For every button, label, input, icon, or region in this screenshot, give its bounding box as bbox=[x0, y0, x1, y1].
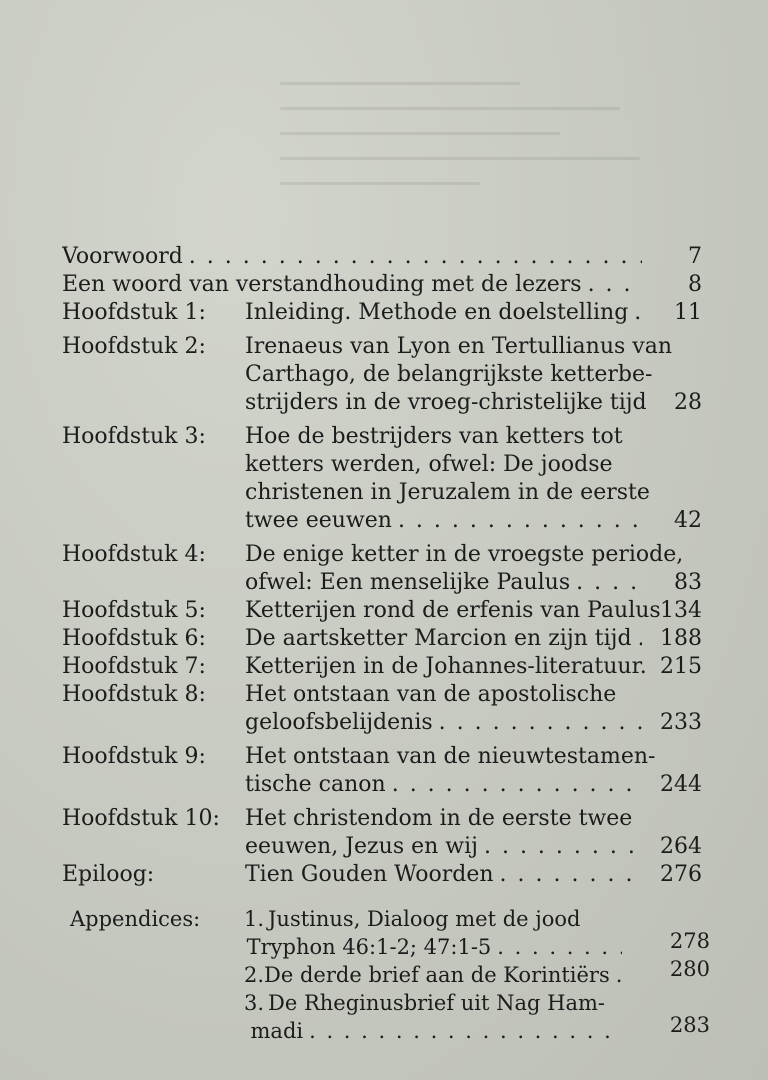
entry-title-line: madi bbox=[250, 1019, 304, 1043]
leader-dots bbox=[303, 1017, 622, 1045]
leader-dots bbox=[491, 933, 622, 961]
toc-entry-woord[interactable] bbox=[62, 271, 702, 299]
toc-entry-epiloog[interactable] bbox=[62, 861, 702, 889]
leader-dots bbox=[478, 833, 642, 861]
toc-entry-chapter-5[interactable] bbox=[62, 597, 702, 625]
toc-entry-chapter-7[interactable] bbox=[62, 653, 702, 681]
entry-title-line: Het ontstaan van de nieuwtestamen- bbox=[245, 744, 656, 769]
entry-label: Hoofdstuk 7: bbox=[62, 654, 206, 679]
entry-title-line: De Rheginusbrief uit Nag Ham- bbox=[268, 991, 605, 1015]
leader-dots bbox=[433, 709, 642, 737]
leader-dots bbox=[570, 569, 642, 597]
entry-title-line: ofwel: Een menselijke Paulus bbox=[245, 570, 571, 595]
entry-title-line: twee eeuwen bbox=[245, 508, 392, 533]
entry-title-line: strijders in de vroeg-christelijke tijd bbox=[245, 390, 647, 415]
entry-label: Hoofdstuk 3: bbox=[62, 424, 206, 449]
page-number: 8 bbox=[688, 272, 702, 297]
entry-label: Hoofdstuk 6: bbox=[62, 626, 206, 651]
page-number: 278 bbox=[669, 929, 710, 953]
leader-dots bbox=[386, 771, 642, 799]
page-number: 280 bbox=[669, 957, 710, 981]
toc-entry-chapter-8[interactable] bbox=[62, 681, 702, 737]
page-number: 283 bbox=[669, 1013, 710, 1037]
entry-title-line: ketters werden, ofwel: De joodse bbox=[245, 452, 613, 477]
entry-label: Epiloog: bbox=[62, 862, 155, 887]
page-number: 276 bbox=[660, 862, 702, 887]
leader-dots bbox=[582, 271, 642, 299]
toc-entry-appendix-1[interactable] bbox=[244, 905, 710, 961]
entry-title-line: Carthago, de belangrijkste ketterbe- bbox=[245, 362, 653, 387]
entry-label: Hoofdstuk 2: bbox=[62, 334, 206, 359]
page-number: 42 bbox=[674, 508, 702, 533]
entry-title-line: Het christendom in de eerste twee bbox=[245, 806, 633, 831]
entry-title: Tien Gouden Woorden bbox=[245, 862, 494, 887]
page-number: 244 bbox=[660, 772, 702, 797]
appendix-number: 2. bbox=[244, 963, 265, 987]
entry-title-line: christenen in Jeruzalem in de eerste bbox=[245, 480, 650, 505]
chapter-list bbox=[62, 299, 702, 861]
toc-entry-chapter-1[interactable] bbox=[62, 299, 702, 327]
entry-title-line: Tryphon 46:1-2; 47:1-5 bbox=[246, 935, 492, 959]
entry-title-line: De aartsketter Marcion en zijn tijd bbox=[245, 626, 632, 651]
leader-dots bbox=[183, 243, 642, 271]
leader-dots bbox=[610, 961, 622, 989]
toc-entry-appendix-3[interactable] bbox=[244, 989, 710, 1045]
page-number: 134 bbox=[660, 598, 702, 623]
toc-entry-chapter-6[interactable] bbox=[62, 625, 702, 653]
entry-title: Een woord van verstandhouding met de lezers bbox=[62, 272, 582, 297]
entry-title-line: Hoe de bestrijders van ketters tot bbox=[245, 424, 623, 449]
page-number: 83 bbox=[674, 570, 702, 595]
entry-title-line: Justinus, Dialoog met de jood bbox=[268, 907, 581, 931]
entry-title-line: tische canon bbox=[245, 772, 386, 797]
toc-entry-voorwoord[interactable] bbox=[62, 243, 702, 271]
appendix-list bbox=[62, 905, 710, 1045]
entry-label: Hoofdstuk 5: bbox=[62, 598, 206, 623]
entry-label: Appendices: bbox=[70, 907, 201, 931]
toc-entry-chapter-4[interactable] bbox=[62, 541, 702, 597]
entry-label: Hoofdstuk 1: bbox=[62, 300, 206, 325]
entry-title-line: De derde brief aan de Korintiërs bbox=[264, 963, 610, 987]
entry-title-line: Ketterijen in de Johannes-literatuur. bbox=[245, 654, 647, 679]
toc-appendices bbox=[62, 905, 710, 1045]
leader-dots bbox=[632, 625, 642, 653]
entry-label: Hoofdstuk 9: bbox=[62, 744, 206, 769]
toc-entry-chapter-10[interactable] bbox=[62, 805, 702, 861]
show-through-text bbox=[280, 60, 680, 260]
page-number: 11 bbox=[674, 300, 702, 325]
appendix-number: 1. bbox=[244, 907, 265, 931]
toc-entry-chapter-2[interactable] bbox=[62, 333, 702, 417]
leader-dots bbox=[392, 507, 642, 535]
page-number: 264 bbox=[660, 834, 702, 859]
page-number: 215 bbox=[660, 654, 702, 679]
entry-title-line: Inleiding. Methode en doelstelling bbox=[245, 300, 629, 325]
entry-label: Hoofdstuk 10: bbox=[62, 806, 220, 831]
toc-entry-chapter-9[interactable] bbox=[62, 743, 702, 799]
entry-title-line: De enige ketter in de vroegste periode, bbox=[245, 542, 684, 567]
toc-entry-appendix-2[interactable] bbox=[244, 957, 710, 989]
page-number: 233 bbox=[660, 710, 702, 735]
entry-title-line: eeuwen, Jezus en wij bbox=[245, 834, 478, 859]
entry-title-line: geloofsbelijdenis bbox=[245, 710, 433, 735]
page-number: 7 bbox=[688, 244, 702, 269]
table-of-contents bbox=[62, 243, 710, 1045]
entry-title-line: Ketterijen rond de erfenis van Paulus bbox=[245, 598, 661, 623]
leader-dots bbox=[494, 861, 642, 889]
appendix-number: 3. bbox=[244, 991, 265, 1015]
page-number: 28 bbox=[674, 390, 702, 415]
entry-label: Hoofdstuk 8: bbox=[62, 682, 206, 707]
entry-title: Voorwoord bbox=[62, 244, 183, 269]
entry-label: Hoofdstuk 4: bbox=[62, 542, 206, 567]
page-number: 188 bbox=[660, 626, 702, 651]
leader-dots bbox=[628, 299, 642, 327]
toc-entry-chapter-3[interactable] bbox=[62, 423, 702, 535]
entry-title-line: Irenaeus van Lyon en Tertullianus van bbox=[245, 334, 673, 359]
entry-title-line: Het ontstaan van de apostolische bbox=[245, 682, 617, 707]
